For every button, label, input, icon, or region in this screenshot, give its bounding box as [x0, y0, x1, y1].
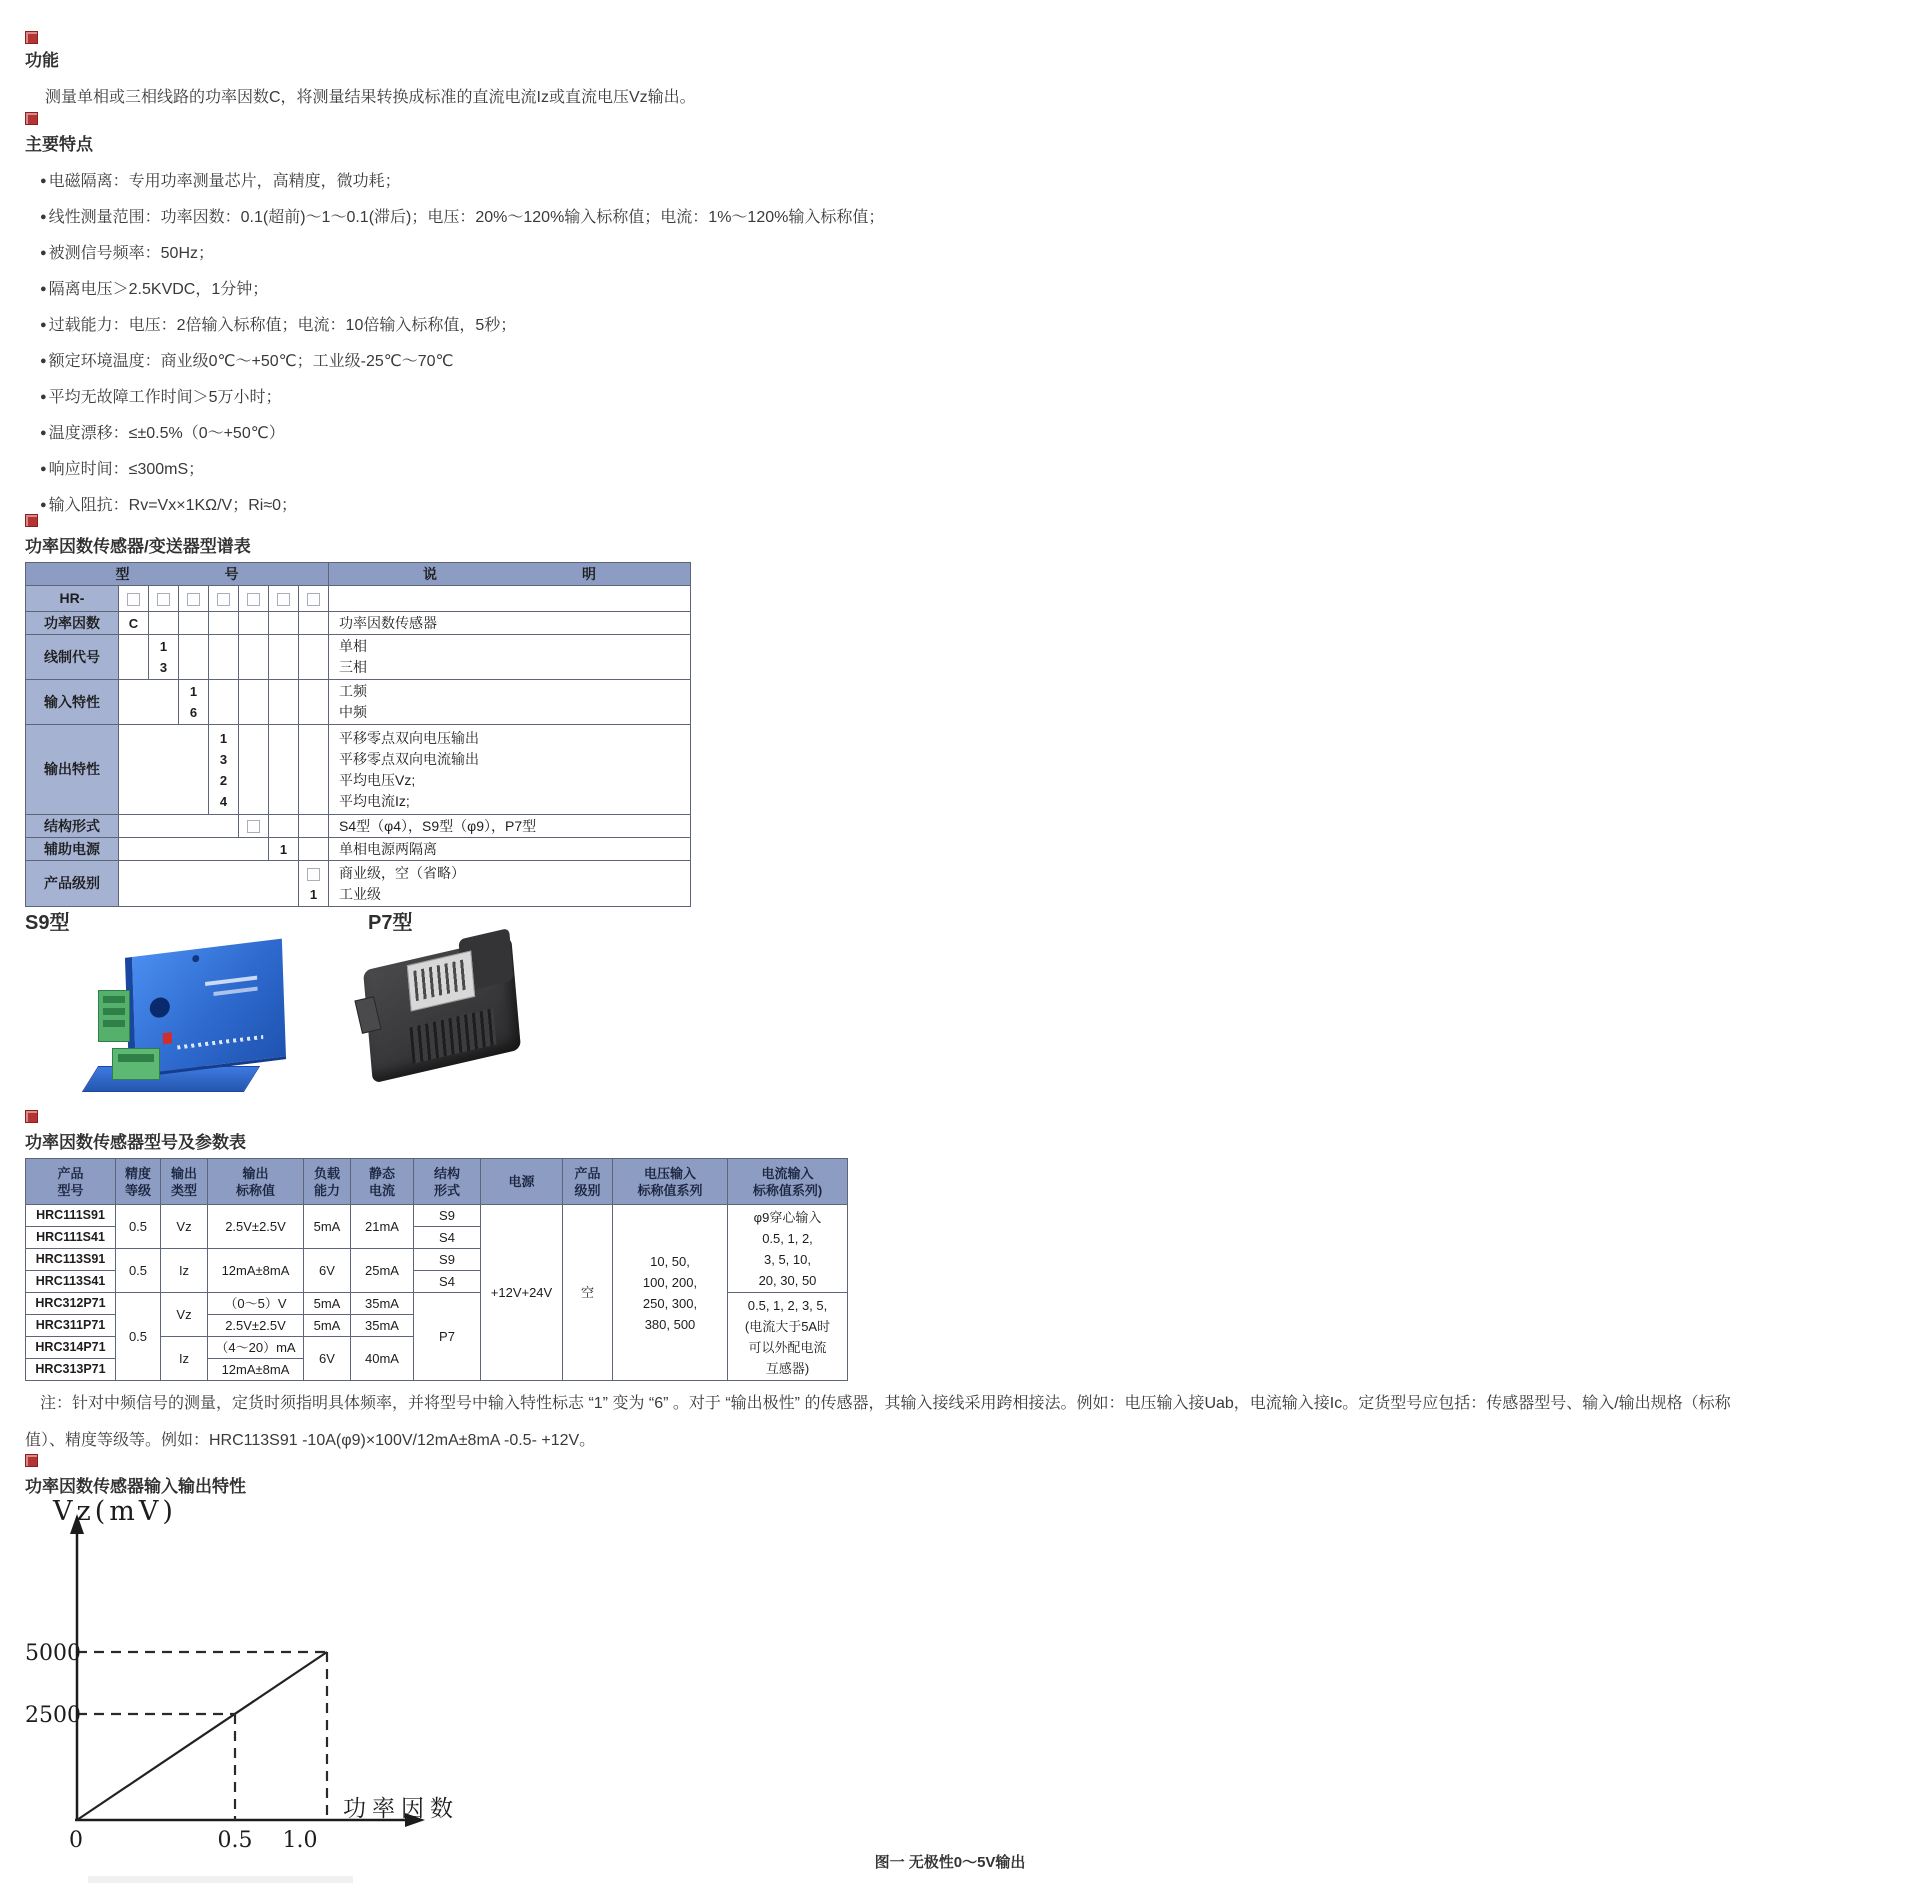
bullet-icon: ● [40, 211, 47, 223]
section-marker-icon [25, 112, 38, 125]
code-checkbox-icon [277, 593, 290, 606]
s9-terminal-left [98, 990, 130, 1042]
x-axis-label: 功率因数 [343, 1796, 459, 1822]
param-header-row: 产品 型号 精度 等级 输出 类型 输出 标称值 负载 能力 静态 电流 结构 形式 电源 产品 级别 电压输入 标称值系列 电流输入 标称值系列) [26, 1159, 848, 1205]
bullet-icon: ● [40, 247, 47, 259]
x-tick-0: 0 [69, 1828, 83, 1853]
x-tick-05: 0.5 [217, 1828, 253, 1853]
cutoff-content-remnant [88, 1876, 353, 1883]
feature-item: ● 输入阻抗：Rv=Vx×1KΩ/V；Ri≈0； [40, 497, 298, 514]
code-checkbox-icon [247, 820, 260, 833]
section-marker-icon [25, 1454, 38, 1467]
code-checkbox-icon [187, 593, 200, 606]
param-row: HRC312P71 0.5 Vz （0～5）V 5mA 35mA P7 0.5, 1, 2, 3, 5, (电流大于5A时 可以外配电流 互感器) [26, 1293, 848, 1315]
param-row: HRC113S41 S4 [26, 1271, 848, 1293]
table-row-auxpower: 辅助电源 1 单相电源两隔离 [26, 838, 691, 861]
section-marker-icon [25, 1110, 38, 1123]
code-checkbox-icon [157, 593, 170, 606]
bullet-icon: ● [40, 355, 47, 367]
param-row: HRC113S91 0.5 Iz 12mA±8mA 6V 25mA S9 [26, 1249, 848, 1271]
param-row: HRC311P71 2.5V±2.5V 5mA 35mA [26, 1315, 848, 1337]
header-desc: 说 [423, 565, 437, 582]
table-row-hr [26, 586, 691, 612]
bullet-icon: ● [40, 391, 47, 403]
model-spectrum-table [25, 562, 691, 907]
p7-product-photo [352, 926, 542, 1101]
figure-caption: 图一 无极性0～5V输出 [874, 1854, 1026, 1871]
feature-item: ● 线性测量范围：功率因数：0.1(超前)～1～0.1(滞后)；电压：20%～120%输入标称值；电流：1%～120%输入标称值； [40, 209, 885, 226]
model-table-title: 功率因数传感器/变送器型谱表 [25, 537, 251, 556]
bullet-icon: ● [40, 499, 47, 511]
bullet-icon: ● [40, 319, 47, 331]
section-marker-icon [25, 514, 38, 527]
note-line-2: 值）、精度等级等。例如：HRC113S91 -10A(φ9)×100V/12mA±8mA -0.5- +12V。 [25, 1432, 596, 1449]
io-title: 功率因数传感器输入输出特性 [25, 1477, 246, 1496]
s9-screw [192, 955, 199, 963]
s9-terminal-bottom [112, 1048, 160, 1080]
bullet-icon: ● [40, 283, 47, 295]
row-label: 功率因数 [26, 612, 119, 635]
y-tick-5000: 5000 [25, 1641, 81, 1666]
param-row: HRC313P71 12mA±8mA [26, 1359, 848, 1381]
features-title: 主要特点 [25, 135, 93, 154]
x-tick-10: 1.0 [282, 1828, 318, 1853]
row-label: 输出特性 [26, 725, 119, 815]
feature-item: ● 额定环境温度：商业级0℃～+50℃；工业级-25℃～70℃ [40, 353, 454, 370]
code-checkbox-icon [307, 868, 320, 881]
table-row-output: 输出特性 1 3 2 4 平移零点双向电压输出 平移零点双向电流输出 平均电压Vz; 平均电流Iz; [26, 725, 691, 815]
p7-type-label: P7型 [368, 912, 413, 934]
y-axis-label: Vz(mV) [53, 1496, 177, 1527]
table-row-form: 结构形式 S4型（φ4），S9型（φ9），P7型 [26, 815, 691, 838]
table-header-row: 型 号 说 明 [26, 563, 691, 586]
code-checkbox-icon [217, 593, 230, 606]
function-title: 功能 [25, 51, 59, 70]
section-marker-icon [25, 31, 38, 44]
row-label: 输入特性 [26, 680, 119, 725]
io-characteristic-chart [25, 1498, 525, 1873]
table-row-grade: 产品级别 1 商业级，空（省略） 工业级 [26, 861, 691, 907]
bullet-icon: ● [40, 427, 47, 439]
table-row-input: 输入特性 1 6 工频 中频 [26, 680, 691, 725]
row-label: 辅助电源 [26, 838, 119, 861]
code-checkbox-icon [127, 593, 140, 606]
s9-product-photo [72, 932, 302, 1110]
header-type: 型 [115, 565, 130, 582]
feature-item: ● 平均无故障工作时间＞5万小时； [40, 389, 282, 406]
s9-logo-mark [163, 1032, 172, 1044]
bullet-icon: ● [40, 175, 47, 187]
feature-item: ● 被测信号频率：50Hz； [40, 245, 215, 262]
feature-item: ● 温度漂移：≤±0.5%（0～+50℃） [40, 425, 285, 442]
code-checkbox-icon [247, 593, 260, 606]
param-row: HRC111S41 S4 [26, 1227, 848, 1249]
code-checkbox-icon [307, 593, 320, 606]
note-line-1: 注：针对中频信号的测量，定货时须指明具体频率，并将型号中输入特性标志 “1” 变为 “6” 。对于 “输出极性” 的传感器，其输入接线采用跨相接法。例如：电压输入接Uab，电流输入接Ic。定货型号应包括：传感器型号、输入/输出规格（标称 [40, 1395, 1731, 1412]
param-row: HRC111S91 0.5 Vz 2.5V±2.5V 5mA 21mA S9 +12V+24V 空 10, 50, 100, 200, 250, 300, 380, 500 φ9穿心输入 0.5, 1, 2, 3, 5, 10, 20, 30, 50 [26, 1205, 848, 1227]
row-label: HR- [26, 586, 119, 612]
function-body: 测量单相或三相线路的功率因数C，将测量结果转换成标准的直流电流Iz或直流电压Vz输出。 [45, 89, 696, 106]
features-list [40, 168, 884, 528]
param-table [25, 1158, 848, 1381]
param-table-title: 功率因数传感器型号及参数表 [25, 1133, 246, 1152]
row-label: 产品级别 [26, 861, 119, 907]
row-label: 结构形式 [26, 815, 119, 838]
feature-item: ● 过载能力：电压：2倍输入标称值；电流：10倍输入标称值，5秒； [40, 317, 517, 334]
feature-item: ● 隔离电压＞2.5KVDC，1分钟； [40, 281, 269, 298]
s9-hole [149, 996, 170, 1018]
param-row: HRC314P71 Iz （4～20）mA 6V 40mA [26, 1337, 848, 1359]
row-label: 线制代号 [26, 635, 119, 680]
bullet-icon: ● [40, 463, 47, 475]
table-row-powerfactor: 功率因数 C 功率因数传感器 [26, 612, 691, 635]
feature-item: ● 响应时间：≤300mS； [40, 461, 205, 478]
table-row-wiring: 线制代号 1 3 单相 三相 [26, 635, 691, 680]
feature-item: ● 电磁隔离：专用功率测量芯片，高精度，微功耗； [40, 173, 401, 190]
s9-type-label: S9型 [25, 912, 70, 934]
y-tick-2500: 2500 [25, 1703, 81, 1728]
